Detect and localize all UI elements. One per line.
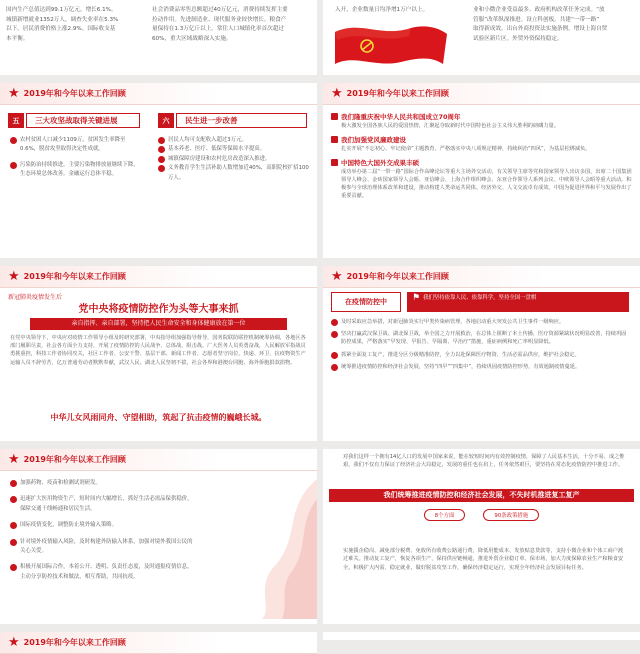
slide-a-right xyxy=(323,0,640,75)
number-icon xyxy=(331,159,338,166)
flag-icon: ⚑ xyxy=(412,293,421,303)
list-item: 坚决打赢武汉保卫战、湖北保卫战，举全国之力开展救治，在总体上阻断了本土传播，医疗资源紧缺状况明显改善，持续巩固防控成果，严格落实“早发现、早报告、早隔离、早治疗”措施，重症病例和死亡率明显降低。 xyxy=(331,330,632,346)
text-line: 60%，重大区域战略深入实施。 xyxy=(152,35,232,42)
text-line: 业和小微企业受益最多。政府机构改革任务完成。“放 xyxy=(473,7,605,13)
slide-title: 2019年和今年以来工作回顾 xyxy=(23,455,126,464)
slide-e xyxy=(323,266,640,441)
bullet-icon xyxy=(10,162,17,169)
bullet-icon xyxy=(10,564,17,571)
bullet-icon xyxy=(10,522,17,529)
list-item: 农村贫困人口减少1109万，贫困发生率降至0.6%，脱贫攻坚取得决定性成就。 xyxy=(10,136,144,155)
bullet-icon xyxy=(158,156,165,163)
text-line: 试验区新片区。外贸外资保持稳定。 xyxy=(473,35,563,42)
slide-title: 2019年和今年以来工作回顾 xyxy=(23,638,126,647)
list-item: 污染防治持续推进，主要污染物排放量继续下降，生态环境总体改善。金融运行总体平稳。 xyxy=(10,161,144,180)
wave-ribbon-image xyxy=(202,479,317,619)
list-item: 统筹推进疫情防控和经济社会发展，坚持“四早”“四集中”，持续巩固疫情防控形势，有效遏制疫情蔓延。 xyxy=(331,363,632,371)
star-icon: ★ xyxy=(8,269,20,284)
text-line: 国内生产总值达到99.1万亿元，增长6.1%。 xyxy=(6,7,117,13)
star-icon: ★ xyxy=(8,86,20,101)
slide-i xyxy=(323,632,640,640)
list-item: 针对境外疫情输入风险，及时构建外防输入体系，加强对境外我国公民的关心关爱。 xyxy=(10,538,197,557)
bullet-icon xyxy=(158,146,165,153)
chip: 8个方面 xyxy=(424,509,466,521)
bullet-icon xyxy=(331,331,338,338)
section-text: 极大激发全国各族人民的爱国热情，汇聚起夺取新时代中国特色社会主义伟大胜利的磅礴力量。 xyxy=(341,123,559,129)
list-item: 义务教育学生生活补助人数增加近40%，高职院校扩招100万人。 xyxy=(158,164,313,183)
slide-title: 2019年和今年以来工作回顾 xyxy=(346,272,449,281)
list-item: 基本养老、医疗、低保等保障水平提高。 xyxy=(158,145,313,154)
slide-h xyxy=(0,632,317,650)
text-line: 以下。居民消费价格上涨2.9%。国际收支基 xyxy=(6,26,116,33)
label-box: 在疫情防控中 xyxy=(331,292,401,312)
slide-a-left xyxy=(0,0,317,75)
list-item: 抓紧全面复工复产，推进分区分级精准防控，全力以赴保障医疗物资、生活必需品供应，维护社会稳定。 xyxy=(331,351,632,359)
list-item: 迅速扩大医用物资生产，短时间内大幅增长，抓好生活必需品保供稳价，保障交通干线畅通和居民生活。 xyxy=(10,495,197,514)
section-number: 五 xyxy=(8,113,24,128)
headline: 党中央将疫情防控作为头等大事来抓 xyxy=(78,304,239,315)
star-icon: ★ xyxy=(8,452,20,467)
banner: 我们统筹推进疫情防控和经济社会发展，不失时机推进复工复产 xyxy=(329,489,634,502)
body-text: 在党中央领导下，中央应对疫情工作领导小组及时研究部署，中央指导组加强指导督导，国务院联防联控机制统筹协调，各地区各部门履职尽责，社会各方面全力支持，开展了疫情防控的人民战争、总体战、阻击战。广大医务人员英勇奋战，人民解放军指战员勇挑重担，科技工作者协同攻关，社区工作者、公安干警、基层干部、新闻工作者、志愿者坚守岗位，快递、环卫、抗疫物资生产运输人员不辞劳苦，亿万普通劳动者默默奉献，武汉人民、湖北人民坚韧不拔，社会各界和港澳台同胞、海外侨胞捐款捐物。 xyxy=(10,335,306,366)
text-line: 量保持在1.3万亿斤以上。常住人口城镇化率首次超过 xyxy=(152,26,284,33)
list-item: 居民人均可支配收入超过3万元。 xyxy=(158,136,313,145)
text-line: 拉动作用。先进制造业、现代服务业较快增长。粮食产 xyxy=(152,16,287,23)
section-label: 民生进一步改善 xyxy=(176,113,307,128)
section-heading-diplomacy: 中国特色大国外交成果丰硕 xyxy=(331,156,632,168)
section-title-six xyxy=(158,113,307,128)
number-icon xyxy=(331,136,338,143)
slide-header xyxy=(323,266,640,288)
text-line: 取得新成效。出台外商投资法实施条例，增设上海自贸 xyxy=(473,26,608,33)
section-heading-70th: 我们隆重庆祝中华人民共和国成立70周年 xyxy=(331,110,632,122)
list-item: 及时采取应急举措，对新冠肺炎实行甲类传染病管理，各地启动重大突发公共卫生事件一级响应。 xyxy=(331,318,632,326)
slide-header xyxy=(0,632,317,654)
slide-d xyxy=(0,266,317,441)
chip: 90条政策措施 xyxy=(483,509,539,521)
chip-row xyxy=(323,509,640,521)
slide-title: 2019年和今年以来工作回顾 xyxy=(23,89,126,98)
footer-quote: 中华儿女风雨同舟、守望相助，筑起了抗击疫情的巍峨长城。 xyxy=(50,413,267,422)
bullet-icon xyxy=(331,364,338,371)
slide-header xyxy=(0,449,317,471)
bullet-icon xyxy=(10,480,17,487)
slide-title: 2019年和今年以来工作回顾 xyxy=(23,272,126,281)
star-icon: ★ xyxy=(8,635,20,650)
list-item: 国际疫情变化，调整防止境外输入策略。 xyxy=(10,521,197,530)
list-item: 加强药物、疫苗和检测试剂研发。 xyxy=(10,479,197,488)
slide-c xyxy=(323,83,640,258)
number-icon xyxy=(331,113,338,120)
section-number: 六 xyxy=(158,113,174,128)
slide-g xyxy=(323,449,640,624)
red-flag-image xyxy=(331,18,451,74)
bullet-icon xyxy=(10,137,17,144)
bullet-icon xyxy=(158,165,165,172)
section-title-five xyxy=(8,113,140,128)
section-text: 成功举办第二届“一带一路”国际合作高峰论坛等重大主场外交活动，有关领导主席等党和国家领导人出访多国，出席二十国集团领导人峰会、金砖国家领导人会晤、亚信峰会、上海合作组织峰会、东亚合作领导人系列会议、中欧领导人会晤等重大活动。积极参与全球治理体系改革和建设，推动构建人类命运共同体。经济外交、人文交流卓有成效。中国为促进世界和平与发展作出了重要贡献。 xyxy=(341,169,632,199)
slide-f xyxy=(0,449,317,624)
bottom-text: 实施援企稳岗、减免部分税费、免收所有收费公路通行费，降低用能成本、发放贴息贷款等，支持小微企业和个体工商户渡过难关。推动复工复产，恢复各项生产，保持供应链畅通，推进外贸企业稳订单、保市场，加大力度保障农业生产和粮食安全。积极扩大内需，稳定就业，做好脱贫攻坚工作，确保经济稳定运行，实现全年经济社会发展目标任务。 xyxy=(343,548,624,571)
bullet-icon xyxy=(331,319,338,326)
intro-label: 新冠肺炎疫情发生后 xyxy=(8,294,63,301)
section-label: 三大攻坚战取得关键进展 xyxy=(26,113,140,128)
slide-b xyxy=(0,83,317,258)
bullet-icon xyxy=(10,539,17,546)
list-item: 积极开展国际合作，本着公开、透明、负责任态度，及时通报疫情信息，主动分享防控技术和做法，相互帮助，共同抗疫。 xyxy=(10,563,197,582)
banner: ⚑ 我们坚持依靠人民、依靠科学，坚持全国一盘棋 xyxy=(407,292,629,312)
text-line: 管服”改革纵深推进。设立科创板。共建“一带一路” xyxy=(473,16,600,23)
text-line: 社会消费品零售总额超过40万亿元，消费持续发挥主要 xyxy=(152,7,288,13)
slide-header xyxy=(0,83,317,105)
list-item: 城镇保障房建设和农村危房改造深入推进。 xyxy=(158,155,313,164)
slide-header xyxy=(0,266,317,288)
top-text: 对我们这样一个拥有14亿人口的发展中国家来说，能在较短时间内有效控制疫情，保障了人民基本生活，十分不易、成之惟艰。我们不仅有力保证了经济社会大局稳定，发展的重任也在肩上，任务依然艰巨，要坚持在常态化疫情防控中推进工作。 xyxy=(343,454,625,469)
section-heading-party: 我们加强党风廉政建设 xyxy=(331,133,632,145)
slide-header xyxy=(323,83,640,105)
bullet-icon xyxy=(10,496,17,503)
slide-title: 2019年和今年以来工作回顾 xyxy=(346,89,449,98)
bullet-icon xyxy=(331,352,338,359)
star-icon: ★ xyxy=(331,86,343,101)
text-line: 城镇新增就业1352万人，调查失业率在5.3% xyxy=(6,16,119,23)
text-line: 入开，企业数量日均净增1万户以上。 xyxy=(335,7,429,13)
text-line: 本平衡。 xyxy=(6,35,29,42)
bullet-icon xyxy=(158,137,165,144)
banner: 亲自指挥、亲自部署，坚持把人民生命安全和身体健康放在第一位 xyxy=(30,318,287,330)
star-icon: ★ xyxy=(331,269,343,284)
section-text: 扎实开展“不忘初心、牢记使命”主题教育，严格落实中央八项规定精神，持续纠治“四风”，为基层松绑减负。 xyxy=(341,146,591,152)
